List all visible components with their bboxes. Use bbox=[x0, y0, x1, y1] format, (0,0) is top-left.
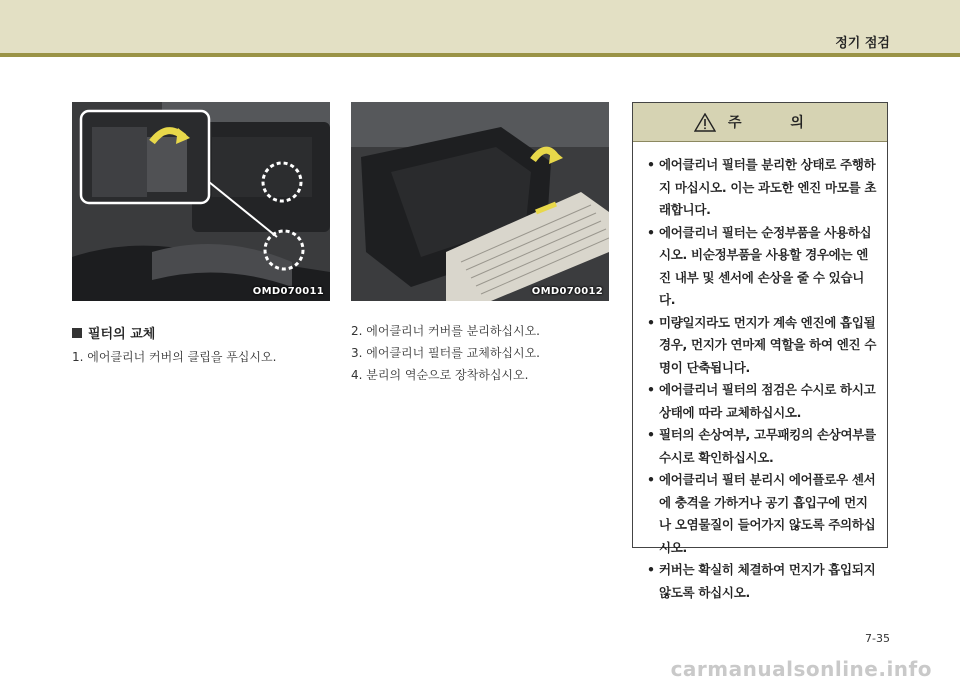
bullet-dot-icon: • bbox=[647, 157, 655, 172]
header-band bbox=[0, 0, 960, 53]
bullet-dot-icon: • bbox=[647, 224, 655, 240]
bullet-dot-icon: • bbox=[647, 382, 655, 397]
filter-replacement-heading bbox=[72, 323, 155, 342]
caution-list bbox=[633, 142, 887, 604]
photo-air-cleaner-filter bbox=[351, 102, 609, 301]
caution-item: • 에어클리너 필터는 순정부품을 사용하십시오. 비순정부품을 사용할 경우에는 엔진 내부 및 센서에 손상을 줄 수 있습니다. bbox=[647, 222, 879, 312]
caution-header bbox=[633, 103, 887, 142]
caution-item: • 미량일지라도 먼지가 계속 엔진에 흡입될 경우, 먼지가 연마제 역할을 하여 엔진 수명이 단축됩니다. bbox=[647, 312, 879, 380]
step-4: 4. 분리의 역순으로 장착하십시오. bbox=[351, 368, 529, 382]
caution-item: • 에어클리너 필터 분리시 에어플로우 센서에 충격을 가하거나 공기 흡입구에 먼지나 오염물질이 들어가지 않도록 주의하십시오. bbox=[647, 469, 879, 559]
header-rule bbox=[0, 53, 960, 57]
caution-item: • 필터의 손상여부, 고무패킹의 손상여부를 수시로 확인하십시오. bbox=[647, 424, 879, 469]
caution-box bbox=[632, 102, 888, 600]
square-bullet-icon bbox=[72, 328, 82, 338]
step-1: 1. 에어클리너 커버의 클립을 푸십시오. bbox=[72, 350, 277, 364]
photo-air-cleaner-clip bbox=[72, 102, 330, 301]
warning-triangle-icon bbox=[694, 113, 716, 132]
caution-item: • 에어클리너 필터의 점검은 수시로 하시고 상태에 따라 교체하십시오. bbox=[647, 379, 879, 424]
step-3: 3. 에어클리너 필터를 교체하십시오. bbox=[351, 346, 540, 360]
caution-item: • 커버는 확실히 체결하여 먼지가 흡입되지 않도록 하십시오. bbox=[647, 559, 879, 604]
bullet-dot-icon: • bbox=[647, 427, 655, 442]
bullet-dot-icon: • bbox=[647, 562, 655, 577]
bullet-dot-icon: • bbox=[647, 472, 655, 487]
photo-code-label: OMD070011 bbox=[252, 286, 324, 297]
photo-code-label: OMD070012 bbox=[531, 286, 603, 297]
heading-text: 필터의 교체 bbox=[88, 327, 156, 342]
air-cleaner-filter-illustration bbox=[351, 102, 609, 301]
caution-item: • 에어클리너 필터를 분리한 상태로 주행하지 마십시오. 이는 과도한 엔진 마모를 초래합니다. bbox=[647, 154, 879, 222]
step-2: 2. 에어클리너 커버를 분리하십시오. bbox=[351, 324, 540, 338]
section-title: 정기 점검 bbox=[835, 36, 890, 51]
caution-title: 주 의 bbox=[728, 115, 826, 131]
watermark: carmanualsonline.info bbox=[670, 657, 932, 681]
page-number: 7-35 bbox=[865, 632, 890, 645]
bullet-dot-icon: • bbox=[647, 314, 655, 330]
air-cleaner-clip-illustration bbox=[72, 102, 330, 301]
